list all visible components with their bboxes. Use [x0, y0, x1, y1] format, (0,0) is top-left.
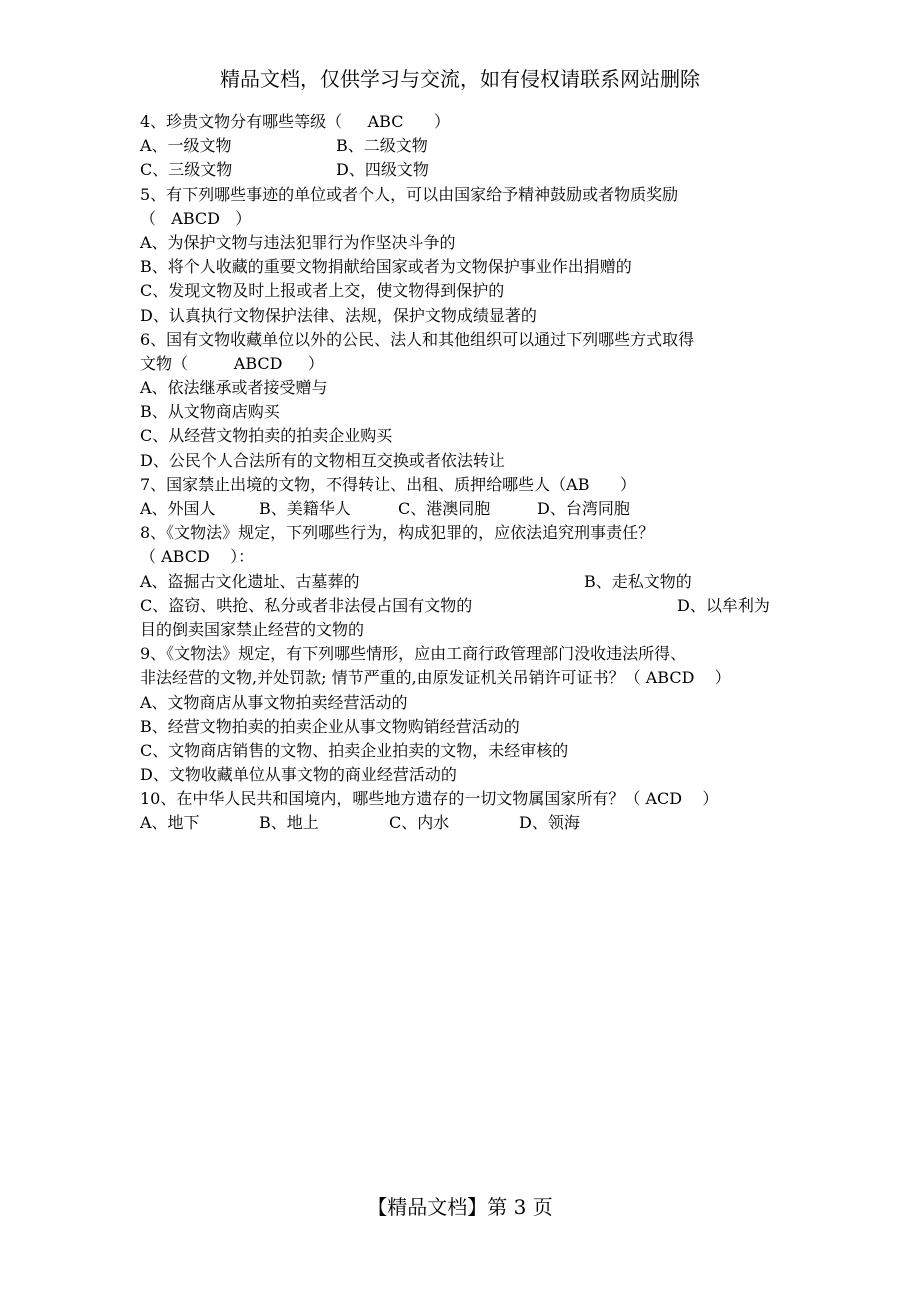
- question-7-options-row: [140, 497, 790, 521]
- question-9-stem-continued: 非法经营的文物,并处罚款; 情节严重的,由原发证机关吊销许可证书？（ ABCD ）: [140, 668, 731, 688]
- question-9-option-a: A、文物商店从事文物拍卖经营活动的: [140, 692, 408, 712]
- question-10-option-c: C、内水: [389, 813, 450, 833]
- question-7-option-c: C、港澳同胞: [398, 499, 491, 518]
- question-6-answer: 文物（ ABCD ）: [140, 353, 324, 373]
- question-4-option-c: C、三级文物: [140, 160, 233, 180]
- question-10-stem: 10、在中华人民共和国境内，哪些地方遗存的一切文物属国家所有？（ ACD ）: [140, 789, 719, 809]
- question-8-option-c: C、盗窃、哄抢、私分或者非法侵占国有文物的: [140, 595, 473, 615]
- question-8-option-d: D、以牟利为: [677, 595, 770, 615]
- question-4-options-row-1: [140, 134, 790, 158]
- question-5-option-c: C、发现文物及时上报或者上交，使文物得到保护的: [140, 281, 505, 301]
- question-6-option-b: B、从文物商店购买: [140, 402, 280, 422]
- question-5-option-b: B、将个人收藏的重要文物捐献给国家或者为文物保护事业作出捐赠的: [140, 257, 632, 277]
- question-4-stem: 4、珍贵文物分有哪些等级（ ABC ）: [140, 112, 450, 131]
- question-9-stem: 9、《文物法》规定，有下列哪些情形，应由工商行政管理部门没收违法所得、: [140, 644, 687, 664]
- question-8-options-row-2: [140, 594, 790, 618]
- question-4-options-row-2: [140, 158, 790, 182]
- question-6-option-d: D、公民个人合法所有的文物相互交换或者依法转让: [140, 450, 505, 470]
- page-header: 精品文档，仅供学习与交流，如有侵权请联系网站删除: [220, 67, 700, 91]
- question-10-option-a: A、地下: [140, 813, 200, 833]
- question-4-option-b: B、二级文物: [336, 136, 428, 156]
- question-6-option-a: A、依法继承或者接受赠与: [140, 378, 328, 398]
- page-footer: 【精品文档】第 3 页: [367, 1195, 553, 1219]
- question-7-stem: 7、国家禁止出境的文物，不得转让、出租、质押给哪些人（AB ）: [140, 474, 637, 494]
- question-10-option-b: B、地上: [259, 813, 319, 833]
- question-7-option-a: A、外国人: [140, 499, 216, 518]
- question-8-option-a: A、盗掘古文化遗址、古墓葬的: [140, 571, 360, 591]
- question-8-option-b: B、走私文物的: [584, 571, 692, 591]
- question-8-options-row-1: [140, 570, 790, 594]
- question-8-option-d-continued: 目的倒卖国家禁止经营的文物的: [140, 619, 365, 639]
- document-body: [140, 110, 790, 836]
- question-9-option-b: B、经营文物拍卖的拍卖企业从事文物购销经营活动的: [140, 716, 520, 736]
- question-6-stem: 6、国有文物收藏单位以外的公民、法人和其他组织可以通过下列哪些方式取得: [140, 329, 695, 349]
- question-5-option-d: D、认真执行文物保护法律、法规，保护文物成绩显著的: [140, 305, 537, 325]
- question-5-answer: （ ABCD ）: [140, 208, 252, 228]
- question-7-option-d: D、台湾同胞: [537, 499, 630, 518]
- question-9-option-c: C、文物商店销售的文物、拍卖企业拍卖的文物，未经审核的: [140, 740, 569, 760]
- question-4-option-d: D、四级文物: [336, 160, 429, 180]
- question-8-stem: 8、《文物法》规定，下列哪些行为，构成犯罪的，应依法追究刑事责任？: [140, 523, 655, 543]
- question-4-option-a: A、一级文物: [140, 136, 232, 156]
- question-10-option-d: D、领海: [519, 813, 580, 833]
- question-5-stem: 5、有下列哪些事迹的单位或者个人，可以由国家给予精神鼓励或者物质奖励: [140, 184, 679, 204]
- question-8-answer: （ ABCD ）：: [140, 547, 255, 567]
- question-5-option-a: A、为保护文物与违法犯罪行为作坚决斗争的: [140, 232, 456, 252]
- question-10-options-row: [140, 811, 790, 835]
- question-9-option-d: D、文物收藏单位从事文物的商业经营活动的: [140, 765, 457, 785]
- question-7-option-b: B、美籍华人: [259, 499, 351, 518]
- question-6-option-c: C、从经营文物拍卖的拍卖企业购买: [140, 426, 393, 446]
